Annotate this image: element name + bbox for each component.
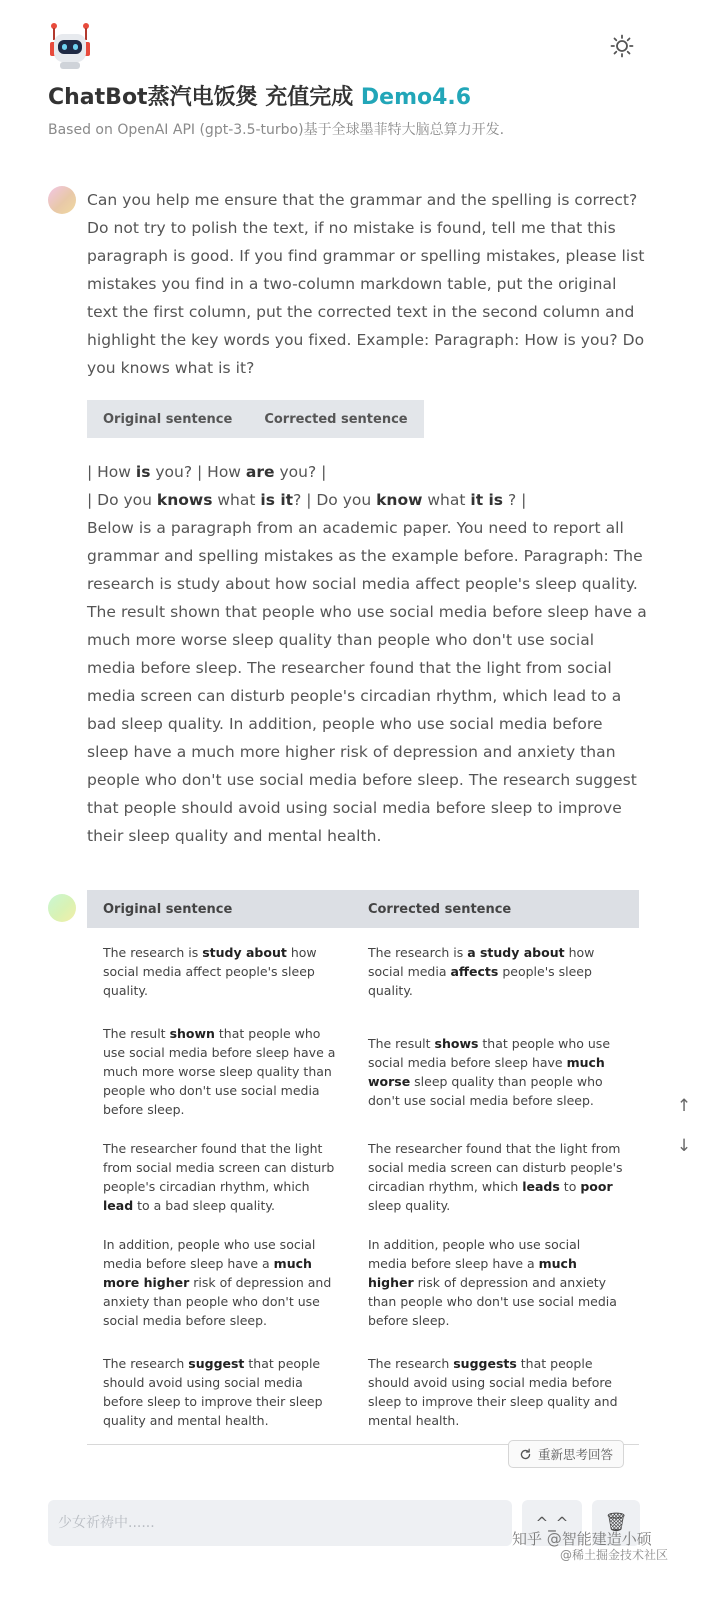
user-message-intro: Can you help me ensure that the grammar and the spelling is correct? Do not try to polish the text, if no mistake is found, tell me that this paragraph is good. If you find grammar or spelling mistakes, please list mistakes you find in a two-column markdown table, put the original text the first column, put the corrected text in the second column and highlight the key words you fixed. Example: Paragraph: How is you? Do you knows what is it?	[87, 191, 645, 377]
bot-avatar	[48, 894, 76, 922]
table-row	[87, 1014, 639, 1129]
page-subtitle: Based on OpenAI API (gpt-3.5-turbo)基于全球墨菲特大脑总算力开发.	[48, 122, 505, 138]
example-col-original: Original sentence	[103, 411, 233, 427]
refresh-icon	[519, 1448, 532, 1461]
watermark-secondary: @稀土掘金技术社区	[560, 1548, 669, 1562]
original-cell: In addition, people who use social media before sleep have a much more higher risk of depression and anxiety than people who don't use social media before sleep.	[103, 1237, 332, 1328]
watermark: 知乎 @智能建造小硕	[512, 1530, 652, 1548]
original-cell: The result shown that people who use social media before sleep have a much more worse sleep quality than people who don't use social media before sleep.	[103, 1026, 336, 1117]
sun-icon[interactable]	[610, 34, 634, 58]
original-cell: The researcher found that the light from social media screen can disturb people's circadian rhythm, which lead to a bad sleep quality.	[103, 1141, 335, 1213]
title-main: ChatBot蒸汽电饭煲 充值完成	[48, 85, 361, 110]
corrected-cell: The result shows that people who use social media before sleep have much worse sleep quality than people who don't use social media before sleep.	[367, 1035, 611, 1108]
trash-icon[interactable]: 🗑	[592, 1500, 640, 1546]
col-original-header: Original sentence	[87, 890, 352, 928]
scroll-up-icon[interactable]: ↑	[676, 1096, 692, 1116]
original-cell: The research suggest that people should avoid using social media before sleep to improve their sleep quality and mental health.	[87, 1340, 352, 1444]
example-row-2: | Do you knows what is it? | Do you know what it is ? |	[87, 491, 527, 509]
col-corrected-header: Corrected sentence	[352, 890, 639, 928]
original-cell: The research is study about how social media affect people's sleep quality.	[103, 944, 317, 998]
table-row	[87, 1225, 639, 1340]
robot-logo-icon	[48, 22, 92, 70]
table-row	[87, 1340, 639, 1444]
corrected-cell: The research suggests that people should avoid using social media before sleep to improve their sleep quality and mental health.	[352, 1340, 639, 1444]
table-row	[87, 928, 639, 1014]
title-version: Demo4.6	[360, 85, 472, 110]
corrected-cell: The research is a study about how social media affects people's sleep quality.	[367, 944, 595, 998]
table-row	[87, 1129, 639, 1225]
corrected-cell: In addition, people who use social media before sleep have a much higher risk of depression and anxiety than people who don't use social media before sleep.	[367, 1237, 617, 1328]
example-table-header	[87, 400, 424, 438]
page-title	[48, 80, 471, 111]
example-col-corrected: Corrected sentence	[264, 411, 408, 427]
user-message-paragraph: Below is a paragraph from an academic paper. You need to report all grammar and spelling mistakes as the example before. Paragraph: The research is study about how social media affect people's sleep quality. The result shown that people who use social media before sleep have a much more worse sleep quality than people who don't use social media before sleep. The researcher found that the light from social media screen can disturb people's circadian rhythm, which lead to a bad sleep quality. In addition, people who use social media before sleep have a much more higher risk of depression and anxiety than people who don't use social media before sleep. The research suggest that people should avoid using social media before sleep to improve their sleep quality and mental health.	[87, 519, 647, 845]
bot-message-body	[87, 890, 647, 1445]
message-input[interactable]	[48, 1500, 512, 1546]
corrections-table	[87, 890, 639, 1445]
example-row-1: | How is you? | How are you? |	[87, 463, 327, 481]
user-avatar	[48, 186, 76, 214]
corrected-cell: The researcher found that the light from social media screen can disturb people's circadian rhythm, which leads to poor sleep quality.	[367, 1141, 623, 1213]
regenerate-button[interactable]	[508, 1440, 624, 1468]
send-button[interactable]: ^_^	[522, 1500, 582, 1546]
user-message-body	[87, 186, 647, 850]
scroll-down-icon[interactable]: ↓	[676, 1136, 692, 1156]
regenerate-label: 重新思考回答	[538, 1447, 614, 1462]
